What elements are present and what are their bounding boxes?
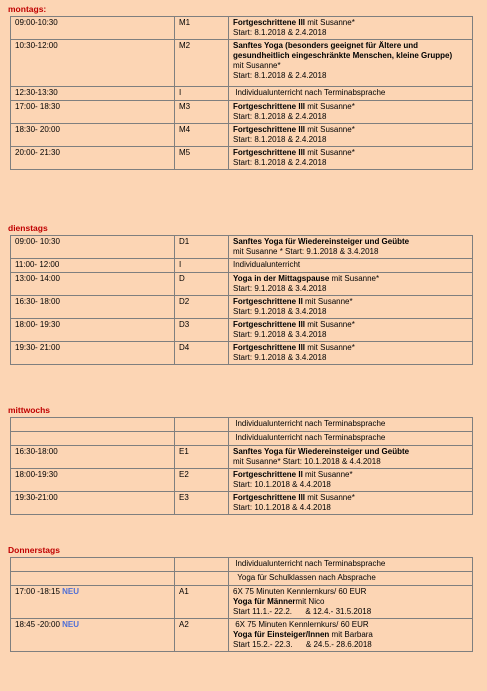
description-line (233, 260, 468, 270)
description-line (233, 71, 468, 81)
course-title: Sanftes Yoga für Wiedereinsteiger und Geübte (233, 237, 410, 246)
description-line (233, 320, 468, 330)
description-line (233, 148, 468, 158)
course-description-cell (229, 259, 473, 273)
course-detail: mit Susanne* (305, 493, 355, 502)
schedule-row (11, 101, 473, 124)
schedule-row (11, 469, 473, 492)
course-code-cell (175, 17, 229, 40)
description-line (233, 559, 468, 569)
course-description-cell (229, 572, 473, 586)
schedule-table-mittwochs (10, 417, 473, 515)
schedule-row (11, 273, 473, 296)
course-detail: mit Susanne* (302, 297, 353, 306)
time-cell (11, 273, 175, 296)
schedule-row (11, 124, 473, 147)
description-line (233, 470, 468, 480)
course-detail: Yoga für Schulklassen nach Absprache (233, 573, 376, 582)
new-badge: NEU (62, 587, 80, 596)
course-title: Fortgeschrittene III (233, 102, 306, 111)
course-code: M1 (179, 18, 191, 27)
course-detail: Individualunterricht nach Terminabsprache (233, 419, 386, 428)
course-detail: Start: 8.1.2018 & 2.4.2018 (233, 135, 327, 144)
schedule-row (11, 586, 473, 619)
description-line (233, 433, 468, 443)
description-line (233, 330, 468, 340)
description-line (233, 307, 468, 317)
course-detail: mit Susanne* (329, 274, 380, 283)
course-description-cell (229, 469, 473, 492)
description-line (233, 419, 468, 429)
time-cell (11, 619, 175, 652)
time-text: 20:00- 21:30 (15, 148, 60, 157)
schedule-row (11, 492, 473, 515)
course-code: D (179, 274, 185, 283)
course-code-cell (175, 469, 229, 492)
schedule-row (11, 446, 473, 469)
course-detail: mit Susanne* (305, 125, 355, 134)
new-badge: NEU (62, 620, 80, 629)
course-code-cell (175, 40, 229, 87)
description-line (233, 640, 468, 650)
course-title: Yoga für Einsteiger/Innen (233, 630, 330, 639)
course-description-cell (229, 586, 473, 619)
course-title: gesundheitlich eingeschränkte Menschen, kleine Gruppe) (233, 51, 453, 60)
course-code-cell (175, 124, 229, 147)
description-line (233, 135, 468, 145)
course-description-cell (229, 342, 473, 365)
course-detail: mit Barbara (329, 630, 373, 639)
course-code: D1 (179, 237, 190, 246)
schedule-row (11, 147, 473, 170)
course-detail: Start: 9.1.2018 & 3.4.2018 (233, 353, 327, 362)
course-detail: Individualunterricht (233, 260, 301, 269)
course-title: Sanftes Yoga für Wiedereinsteiger und Geübte (233, 447, 410, 456)
time-cell (11, 124, 175, 147)
description-line (233, 597, 468, 607)
course-detail: mit Susanne* (302, 470, 353, 479)
time-text: 09:00- 10:30 (15, 237, 60, 246)
time-text: 16:30- 18:00 (15, 297, 60, 306)
course-title: Fortgeschrittene III (233, 493, 306, 502)
time-text: 10:30-12:00 (15, 41, 58, 50)
schedule-row (11, 558, 473, 572)
course-code-cell (175, 101, 229, 124)
day-heading-montags: montags: (8, 4, 47, 14)
description-line (233, 353, 468, 363)
course-code-cell (175, 236, 229, 259)
course-detail: Individualunterricht nach Terminabsprache (233, 88, 386, 97)
schedule-row (11, 87, 473, 101)
schedule-row (11, 236, 473, 259)
description-line (233, 620, 468, 630)
description-line (233, 297, 468, 307)
course-title: Fortgeschrittene III (233, 125, 306, 134)
time-cell (11, 319, 175, 342)
description-line (233, 447, 468, 457)
time-cell (11, 432, 175, 446)
time-cell (11, 147, 175, 170)
course-detail: mit Susanne* Start: 10.1.2018 & 4.4.2018 (233, 457, 381, 466)
time-cell (11, 259, 175, 273)
course-description-cell (229, 273, 473, 296)
course-detail: mit Susanne * Start: 9.1.2018 & 3.4.2018 (233, 247, 379, 256)
time-text: 09:00-10:30 (15, 18, 58, 27)
course-code: M5 (179, 148, 191, 157)
course-code-cell (175, 586, 229, 619)
description-line (233, 158, 468, 168)
course-code-cell (175, 572, 229, 586)
course-title: Fortgeschrittene III (233, 320, 306, 329)
time-cell (11, 446, 175, 469)
course-description-cell (229, 619, 473, 652)
day-heading-donnerstags: Donnerstags (8, 545, 60, 555)
course-code: D2 (179, 297, 190, 306)
schedule-table-montags (10, 16, 473, 170)
time-text: 13:00- 14:00 (15, 274, 60, 283)
time-cell (11, 586, 175, 619)
course-description-cell (229, 492, 473, 515)
description-line (233, 247, 468, 257)
course-code-cell (175, 446, 229, 469)
course-code: I (179, 260, 182, 269)
time-text: 19:30- 21:00 (15, 343, 60, 352)
course-detail: Start: 9.1.2018 & 3.4.2018 (233, 307, 327, 316)
time-cell (11, 558, 175, 572)
course-code-cell (175, 342, 229, 365)
course-code-cell (175, 619, 229, 652)
schedule-row (11, 40, 473, 87)
time-text: 17:00- 18:30 (15, 102, 60, 111)
course-detail: Start: 9.1.2018 & 3.4.2018 (233, 284, 327, 293)
schedule-row (11, 296, 473, 319)
course-detail: mit Susanne* (305, 343, 355, 352)
course-description-cell (229, 296, 473, 319)
course-code: M4 (179, 125, 191, 134)
course-detail: mit Nico (295, 597, 325, 606)
course-detail: mit Susanne* (233, 61, 281, 70)
course-detail: mit Susanne* (305, 320, 355, 329)
course-description-cell (229, 17, 473, 40)
time-cell (11, 342, 175, 365)
course-detail: Start 11.1.- 22.2. & 12.4.- 31.5.2018 (233, 607, 372, 616)
course-code-cell (175, 87, 229, 101)
course-description-cell (229, 418, 473, 432)
course-detail: Start: 8.1.2018 & 2.4.2018 (233, 158, 327, 167)
description-line (233, 587, 468, 597)
course-code-cell (175, 432, 229, 446)
time-text: 11:00- 12:00 (15, 260, 60, 269)
day-heading-dienstags: dienstags (8, 223, 48, 233)
time-text: 17:00 -18:15 (15, 587, 63, 596)
description-line (233, 284, 468, 294)
schedule-row (11, 259, 473, 273)
course-detail: Start: 8.1.2018 & 2.4.2018 (233, 71, 327, 80)
description-line (233, 630, 468, 640)
description-line (233, 88, 468, 98)
schedule-row (11, 619, 473, 652)
course-description-cell (229, 446, 473, 469)
course-detail: Individualunterricht nach Terminabsprache (233, 433, 386, 442)
description-line (233, 51, 468, 61)
schedule-row (11, 342, 473, 365)
course-code: A2 (179, 620, 189, 629)
schedule-table-donnerstags (10, 557, 473, 652)
time-cell (11, 572, 175, 586)
course-detail: Start: 8.1.2018 & 2.4.2018 (233, 112, 327, 121)
course-description-cell (229, 40, 473, 87)
description-line (233, 237, 468, 247)
day-heading-mittwochs: mittwochs (8, 405, 51, 415)
course-code-cell (175, 259, 229, 273)
description-line (233, 493, 468, 503)
course-title: Sanftes Yoga (besonders geeignet für Ältere und (233, 41, 419, 50)
course-detail: Start 15.2.- 22.3. & 24.5.- 28.6.2018 (233, 640, 372, 649)
course-detail: mit Susanne* (305, 148, 355, 157)
description-line (233, 112, 468, 122)
description-line (233, 607, 468, 617)
course-title: Yoga in der Mittagspause (233, 274, 330, 283)
course-detail: Start: 10.1.2018 & 4.4.2018 (233, 480, 331, 489)
description-line (233, 480, 468, 490)
time-cell (11, 296, 175, 319)
course-detail: Start: 8.1.2018 & 2.4.2018 (233, 28, 327, 37)
course-detail: Start: 10.1.2018 & 4.4.2018 (233, 503, 331, 512)
course-detail: Start: 9.1.2018 & 3.4.2018 (233, 330, 327, 339)
time-text: 18:30- 20:00 (15, 125, 60, 134)
time-text: 16:30-18:00 (15, 447, 58, 456)
description-line (233, 28, 468, 38)
course-description-cell (229, 87, 473, 101)
course-code-cell (175, 296, 229, 319)
time-text: 18:45 -20:00 (15, 620, 63, 629)
description-line (233, 102, 468, 112)
course-description-cell (229, 124, 473, 147)
course-code: A1 (179, 587, 189, 596)
description-line (233, 503, 468, 513)
description-line (233, 274, 468, 284)
description-line (233, 18, 468, 28)
course-code-cell (175, 492, 229, 515)
course-detail: 6X 75 Minuten Kennlernkurs/ 60 EUR (233, 587, 367, 596)
course-code-cell (175, 273, 229, 296)
course-title: Fortgeschrittene III (233, 148, 306, 157)
schedule-row (11, 319, 473, 342)
time-cell (11, 17, 175, 40)
time-cell (11, 492, 175, 515)
course-detail: mit Susanne* (305, 102, 355, 111)
course-code: D4 (179, 343, 190, 352)
description-line (233, 41, 468, 51)
time-cell (11, 236, 175, 259)
time-text: 18:00-19:30 (15, 470, 58, 479)
course-title: Fortgeschrittene II (233, 470, 303, 479)
course-description-cell (229, 236, 473, 259)
time-cell (11, 40, 175, 87)
course-code: I (179, 88, 182, 97)
course-description-cell (229, 101, 473, 124)
time-text: 19:30-21:00 (15, 493, 58, 502)
course-code: M3 (179, 102, 191, 111)
course-description-cell (229, 147, 473, 170)
time-text: 18:00- 19:30 (15, 320, 60, 329)
course-code: E1 (179, 447, 189, 456)
course-code-cell (175, 319, 229, 342)
description-line (233, 61, 468, 71)
description-line (233, 573, 468, 583)
time-cell (11, 101, 175, 124)
description-line (233, 125, 468, 135)
time-cell (11, 469, 175, 492)
course-detail: 6X 75 Minuten Kennlernkurs/ 60 EUR (233, 620, 369, 629)
course-title: Fortgeschrittene III (233, 343, 306, 352)
description-line (233, 343, 468, 353)
schedule-row (11, 418, 473, 432)
course-code: M2 (179, 41, 191, 50)
schedule-row (11, 572, 473, 586)
schedule-table-dienstags (10, 235, 473, 365)
schedule-row (11, 17, 473, 40)
course-title: Yoga für Männer (233, 597, 296, 606)
course-code-cell (175, 418, 229, 432)
time-cell (11, 87, 175, 101)
course-description-cell (229, 319, 473, 342)
time-cell (11, 418, 175, 432)
course-detail: Individualunterricht nach Terminabsprache (233, 559, 386, 568)
course-code: E2 (179, 470, 189, 479)
schedule-row (11, 432, 473, 446)
course-description-cell (229, 432, 473, 446)
course-description-cell (229, 558, 473, 572)
course-title: Fortgeschrittene II (233, 297, 303, 306)
time-text: 12:30-13:30 (15, 88, 58, 97)
course-code: E3 (179, 493, 189, 502)
course-code-cell (175, 147, 229, 170)
course-detail: mit Susanne* (305, 18, 355, 27)
description-line (233, 457, 468, 467)
course-code: D3 (179, 320, 190, 329)
course-code-cell (175, 558, 229, 572)
course-title: Fortgeschrittene III (233, 18, 306, 27)
